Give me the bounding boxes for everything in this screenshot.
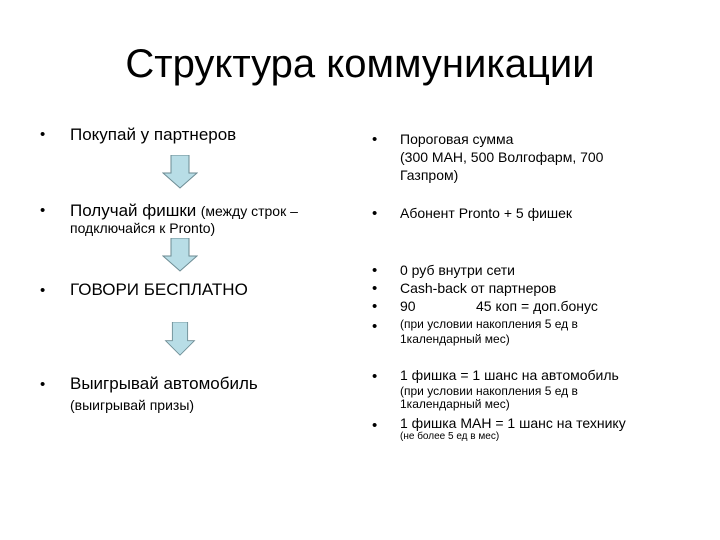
bullet: • xyxy=(372,368,378,385)
threshold-detail-2: Газпром) xyxy=(400,167,459,183)
left-item-chips-note2: подключайся к Pronto) xyxy=(70,220,216,236)
subscriber-bonus: Абонент Pronto + 5 фишек xyxy=(400,205,573,221)
left-item-buy: Покупай у партнеров xyxy=(70,125,237,144)
down-arrow-icon xyxy=(162,238,198,272)
tech-limit: (не более 5 ед в мес) xyxy=(400,431,500,442)
chip-tech-chance: 1 фишка МАН = 1 шанс на технику xyxy=(400,415,626,431)
left-item-chips-note: (между строк – xyxy=(200,203,298,219)
page-title: Структура коммуникации xyxy=(125,42,595,86)
left-item-talk-free: ГОВОРИ БЕСПЛАТНО xyxy=(70,280,248,299)
threshold-line: Пороговая сумма xyxy=(400,131,514,147)
accumulation-condition: (при условии накопления 5 ед в xyxy=(400,317,578,331)
bullet: • xyxy=(372,262,378,279)
free-calls-line: 0 руб внутри сети xyxy=(400,262,516,278)
down-arrow-icon xyxy=(162,155,198,189)
bullet: • xyxy=(372,318,378,335)
bullet: • xyxy=(372,280,378,297)
chip-car-chance: 1 фишка = 1 шанс на автомобиль xyxy=(400,367,619,383)
left-item-chips xyxy=(70,201,298,221)
left-item-win-car: Выигрывай автомобиль xyxy=(70,374,258,393)
bullet: • xyxy=(40,376,46,393)
left-item-chips-label: Получай фишки xyxy=(70,201,197,220)
bullet: • xyxy=(372,205,378,222)
bullet: • xyxy=(372,131,378,148)
car-condition-2: 1календарный мес) xyxy=(400,397,510,411)
down-arrow-icon xyxy=(162,322,198,356)
left-item-win-car-note: (выигрывай призы) xyxy=(70,397,195,413)
bullet: • xyxy=(40,282,46,299)
bullet: • xyxy=(372,417,378,434)
bullet: • xyxy=(40,202,46,219)
bonus-line-value: 90 xyxy=(400,298,416,314)
bullet: • xyxy=(372,298,378,315)
cashback-line: Cash-back от партнеров xyxy=(400,280,557,296)
threshold-detail: (300 МАН, 500 Волгофарм, 700 xyxy=(400,149,604,165)
car-condition: (при условии накопления 5 ед в xyxy=(400,384,578,398)
accumulation-condition-2: 1календарный мес) xyxy=(400,332,510,346)
bullet: • xyxy=(40,126,46,143)
bonus-line-text: 45 коп = доп.бонус xyxy=(476,298,598,314)
